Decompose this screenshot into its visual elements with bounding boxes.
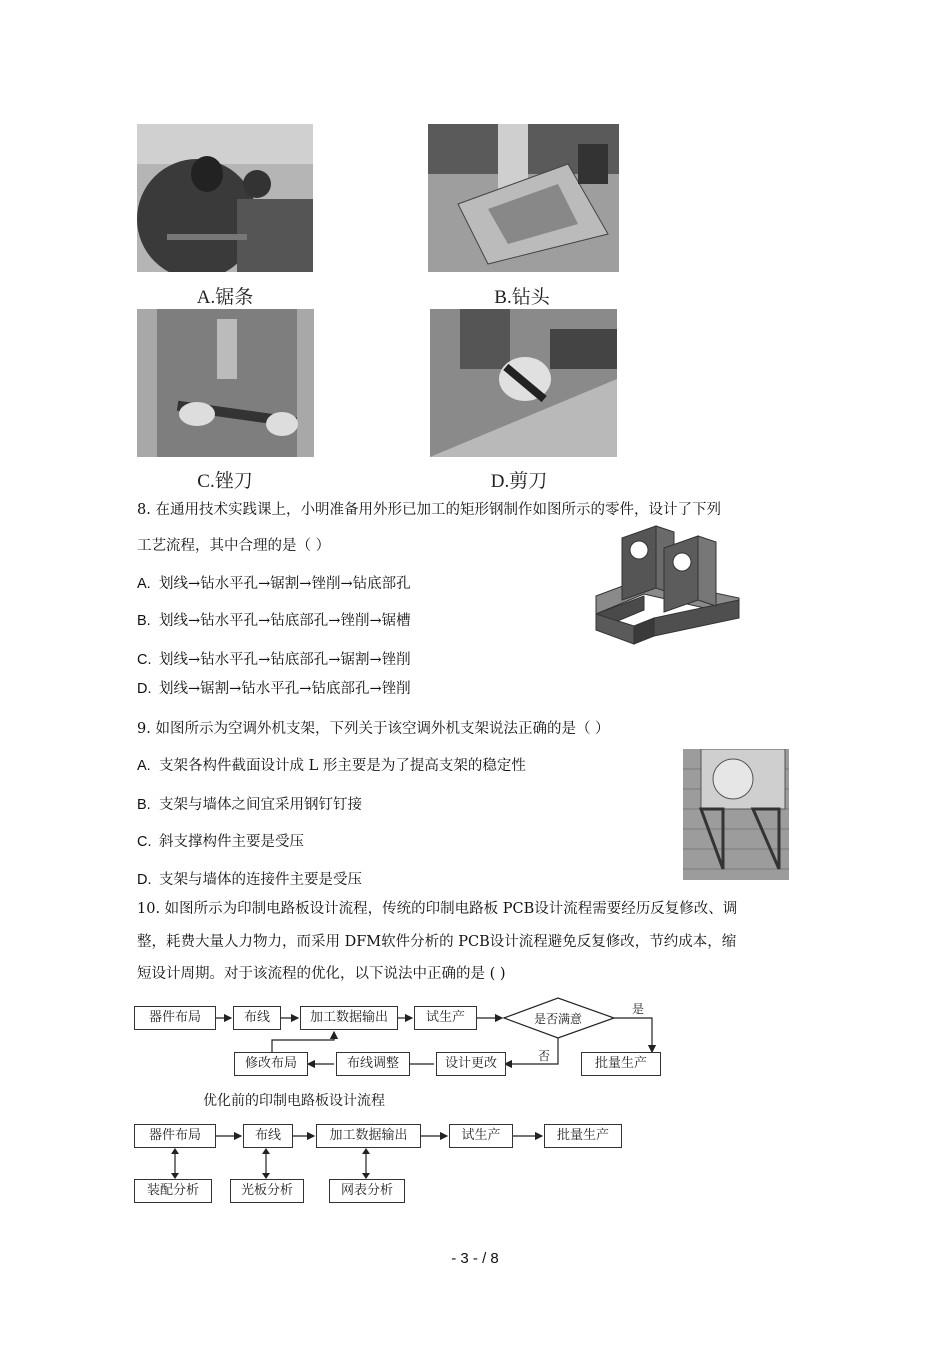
q9-stem: 9. 如图所示为空调外机支架，下列关于该空调外机支架说法正确的是（ ） <box>137 721 610 737</box>
photo-file <box>137 309 314 457</box>
q9-option-b: B. 支架与墙体之间宜采用钢钉钉接 <box>137 797 362 813</box>
photo-ac-bracket <box>683 749 789 880</box>
caption-d: D.剪刀 <box>490 471 548 492</box>
part-figure <box>594 518 740 646</box>
q8-option-d: D. 划线→锯割→钻水平孔→钻底部孔→锉削 <box>137 681 411 697</box>
photo-scissors <box>430 309 617 457</box>
flow-before-routing: 布线 <box>233 1006 281 1030</box>
page-number: - 3 - / 8 <box>451 1250 499 1267</box>
caption-b: B.钻头 <box>494 287 550 308</box>
caption-a: A.锯条 <box>196 287 254 308</box>
q8-option-c: C. 划线→钻水平孔→钻底部孔→锯割→锉削 <box>137 652 411 668</box>
flow-before-mass-production: 批量生产 <box>581 1052 661 1076</box>
flow-before-decision-label: 是否满意 <box>534 1012 583 1026</box>
photo-drill-bit <box>428 124 619 272</box>
flow-before-design-change: 设计更改 <box>436 1052 506 1076</box>
q8-stem-line1: 8. 在通用技术实践课上，小明准备用外形已加工的矩形钢制作如图所示的零件，设计了下列 <box>137 502 721 518</box>
q10-line3: 短设计周期。对于该流程的优化，以下说法中正确的是 ( ) <box>137 966 506 982</box>
flow-after-trial: 试生产 <box>449 1124 513 1148</box>
flow-before-yes: 是 <box>632 1002 645 1016</box>
flow-after-netlist-analysis: 网表分析 <box>329 1179 405 1203</box>
flow-after-data-output: 加工数据输出 <box>316 1124 421 1148</box>
flow-before-routing-adjust: 布线调整 <box>336 1052 410 1076</box>
flow-after-assembly-analysis: 装配分析 <box>134 1179 212 1203</box>
flow-after-board-analysis: 光板分析 <box>230 1179 304 1203</box>
q8-option-b: B. 划线→钻水平孔→钻底部孔→锉削→锯槽 <box>137 613 411 629</box>
flowchart-after <box>134 1122 624 1206</box>
flow-before-layout: 器件布局 <box>134 1006 216 1030</box>
flow-after-routing: 布线 <box>243 1124 293 1148</box>
q9-option-a: A. 支架各构件截面设计成 L 形主要是为了提高支架的稳定性 <box>137 758 526 774</box>
flow-before-trial: 试生产 <box>414 1006 477 1030</box>
q8-option-a: A. 划线→钻水平孔→锯割→锉削→钻底部孔 <box>137 576 411 592</box>
q9-option-d: D. 支架与墙体的连接件主要是受压 <box>137 872 362 888</box>
q10-line1: 10. 如图所示为印制电路板设计流程，传统的印制电路板 PCB设计流程需要经历反复修改、调 <box>137 901 738 917</box>
caption-c: C.锉刀 <box>197 471 253 492</box>
q9-option-c: C. 斜支撑构件主要是受压 <box>137 834 304 850</box>
flow-before-data-output: 加工数据输出 <box>300 1006 398 1030</box>
flow-before-no: 否 <box>538 1049 551 1063</box>
flow-before-caption: 优化前的印制电路板设计流程 <box>203 1093 385 1109</box>
photo-saw-blade <box>137 124 313 272</box>
q10-line2: 整，耗费大量人力物力，而采用 DFM软件分析的 PCB设计流程避免反复修改，节约成本，缩 <box>137 934 737 950</box>
flow-after-mass-production: 批量生产 <box>544 1124 622 1148</box>
flow-after-layout: 器件布局 <box>134 1124 216 1148</box>
flowchart-before <box>134 994 662 1078</box>
q8-stem-line2: 工艺流程，其中合理的是（ ） <box>137 538 331 554</box>
flow-before-modify-layout: 修改布局 <box>234 1052 308 1076</box>
